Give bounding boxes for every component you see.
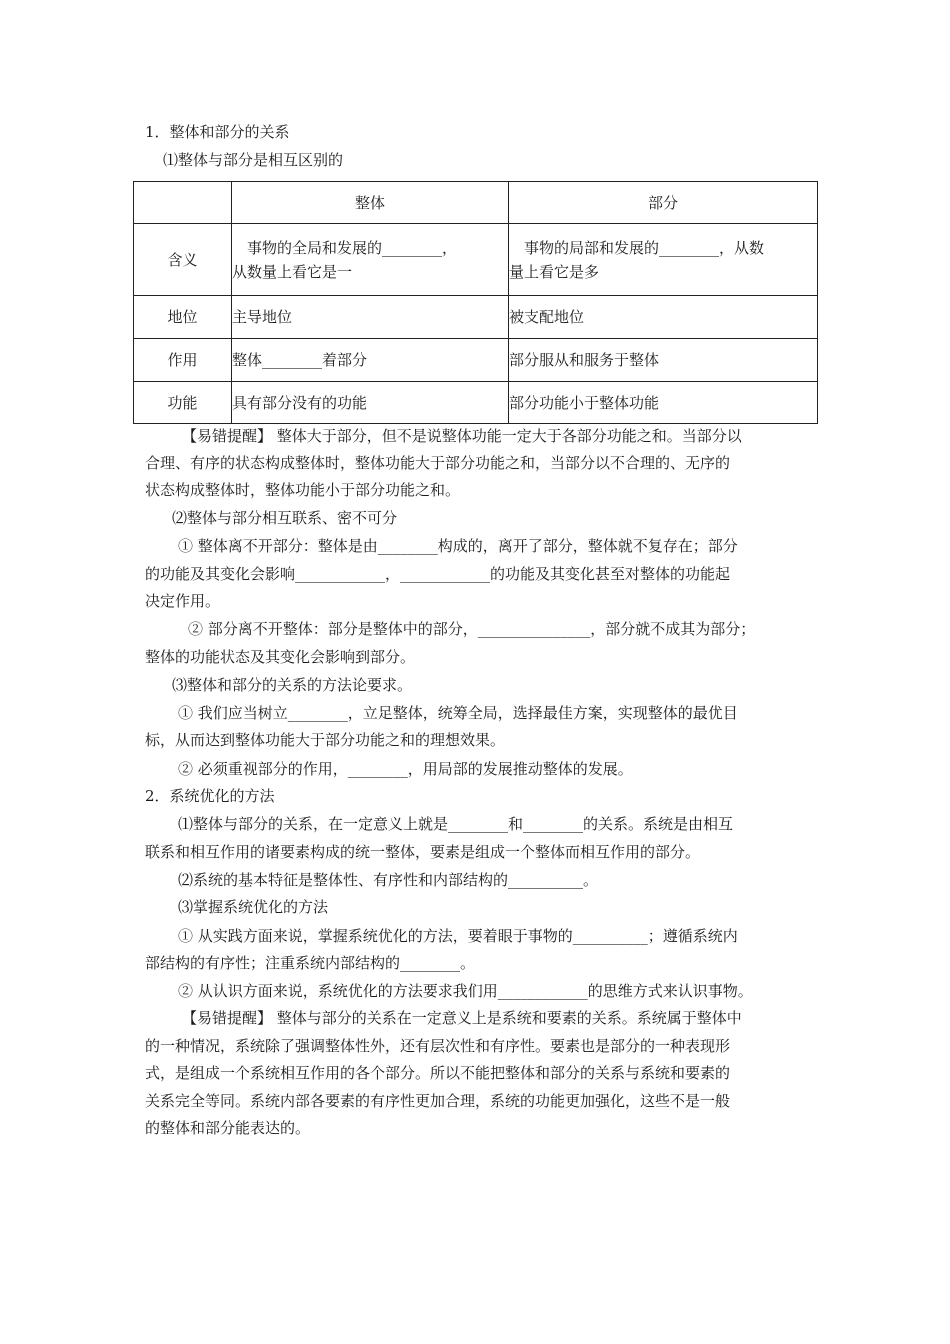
section1-heading: 1．整体和部分的关系: [145, 123, 290, 141]
table-corner-cell: [134, 182, 232, 224]
tip-1-line: 合理、有序的状态构成整体时，整体功能大于部分功能之和，当部分以不合理的、无序的: [145, 454, 731, 472]
table-row: [134, 296, 818, 339]
paragraph-line: ① 我们应当树立________，立足整体，统筹全局，选择最佳方案，实现整体的最优目: [178, 704, 738, 722]
table-cell-whole: 整体________着部分: [232, 339, 509, 382]
paragraph-line: 标，从而达到整体功能大于部分功能之和的理想效果。: [145, 731, 506, 749]
table-cell-part: [509, 224, 818, 296]
tip-2-line: 关系完全等同。系统内部各要素的有序性更加合理，系统的功能更加强化，这些不是一般: [145, 1092, 731, 1110]
table-cell-part: 部分服从和服务于整体: [509, 339, 818, 382]
paragraph-line: 联系和相互作用的诸要素构成的统一整体，要素是组成一个整体而相互作用的部分。: [145, 843, 701, 861]
cell-line: 量上看它是多: [509, 262, 600, 281]
table-col-part: 部分: [509, 182, 818, 224]
section2-heading: 2．系统优化的方法: [145, 787, 275, 805]
paragraph-line: 的功能及其变化会影响____________，____________的功能及其变化甚至对整体的功能起: [145, 565, 731, 583]
paragraph-line: ② 必须重视部分的作用，________，用局部的发展推动整体的发展。: [178, 760, 633, 778]
paragraph-line: ⑴整体与部分的关系，在一定意义上就是________和________的关系。系统是由相互: [178, 815, 734, 833]
cell-line: 从数量上看它是一: [232, 262, 353, 281]
tip-1-line: 【易错提醒】 整体大于部分，但不是说整体功能一定大于各部分功能之和。当部分以: [182, 427, 742, 445]
table-cell-part: 被支配地位: [509, 296, 818, 339]
paragraph-line: 整体的功能状态及其变化会影响到部分。: [145, 648, 416, 666]
table-cell-part: 部分功能小于整体功能: [509, 382, 818, 424]
row-label: 地位: [134, 296, 232, 339]
subheading-4: ⑶掌握系统优化的方法: [178, 898, 329, 916]
paragraph-line: ① 整体离不开部分：整体是由________构成的，离开了部分，整体就不复存在；部分: [178, 537, 738, 555]
table-row: [134, 224, 818, 296]
paragraph-line: ① 从实践方面来说，掌握系统优化的方法，要着眼于事物的__________；遵循系统内: [178, 927, 738, 945]
row-label: 功能: [134, 382, 232, 424]
table-col-whole: 整体: [232, 182, 509, 224]
table-row: [134, 382, 818, 424]
row-label: 作用: [134, 339, 232, 382]
tip-2-line: 的一种情况，系统除了强调整体性外，还有层次性和有序性。要素也是部分的一种表现形: [145, 1037, 731, 1055]
paragraph-line: ⑵系统的基本特征是整体性、有序性和内部结构的__________。: [178, 871, 599, 889]
subheading-1: ⑴整体与部分是相互区别的: [163, 151, 344, 169]
paragraph-line: ② 从认识方面来说，系统优化的方法要求我们用____________的思维方式来认识事物。: [178, 982, 753, 1000]
tip-2-line: 的整体和部分能表达的。: [145, 1119, 311, 1137]
cell-line: 事物的局部和发展的________，从数: [509, 238, 765, 257]
table-header-row: [134, 182, 818, 224]
subheading-2: ⑵整体与部分相互联系、密不可分: [172, 509, 398, 527]
tip-2-line: 【易错提醒】 整体与部分的关系在一定意义上是系统和要素的关系。系统属于整体中: [182, 1009, 742, 1027]
row-label: 含义: [134, 224, 232, 296]
subheading-3: ⑶整体和部分的关系的方法论要求。: [172, 676, 413, 694]
table-row: [134, 339, 818, 382]
table-cell-whole: 具有部分没有的功能: [232, 382, 509, 424]
comparison-table: [133, 181, 818, 424]
tip-1-line: 状态构成整体时，整体功能小于部分功能之和。: [145, 481, 461, 499]
paragraph-line: 部结构的有序性；注重系统内部结构的________。: [145, 954, 476, 972]
tip-2-line: 式，是组成一个系统相互作用的各个部分。所以不能把整体和部分的关系与系统和要素的: [145, 1064, 731, 1082]
paragraph-line: 决定作用。: [145, 592, 221, 610]
cell-line: 事物的全局和发展的________，: [232, 238, 458, 257]
table-cell-whole: [232, 224, 509, 296]
paragraph-line: ② 部分离不开整体：部分是整体中的部分，_______________，部分就不成其为部分；: [188, 620, 756, 638]
table-cell-whole: 主导地位: [232, 296, 509, 339]
